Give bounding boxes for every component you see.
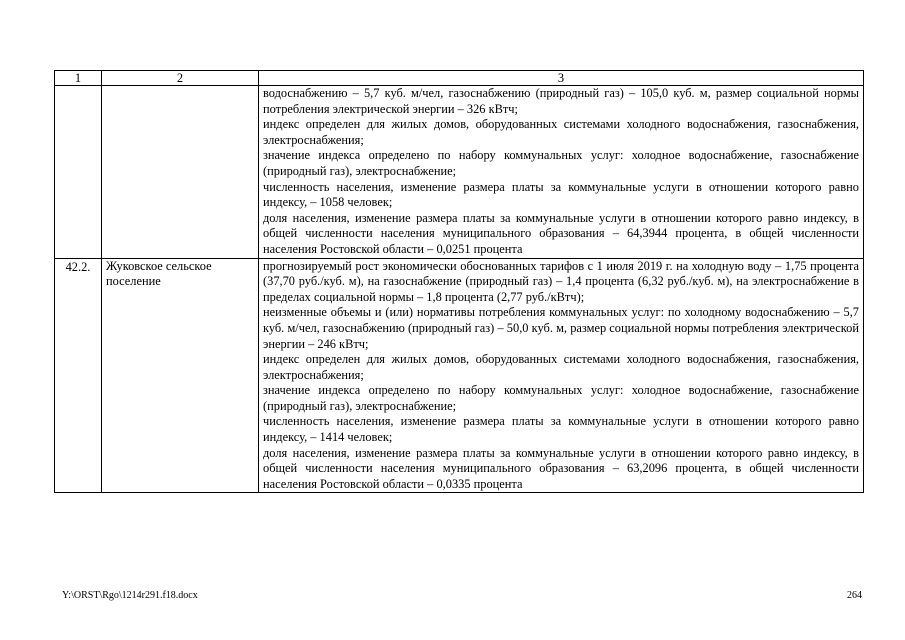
row-number: 42.2. <box>55 258 102 493</box>
paragraph: значение индекса определено по набору коммунальных услуг: холодное водоснабжение, газоснабжение (природный газ), электроснабжение; <box>263 148 859 178</box>
paragraph: прогнозируемый рост экономически обоснованных тарифов с 1 июля 2019 г. на холодную воду – 1,75 процента (37,70 руб./куб. м), на газоснабжение (природный газ) – 1,4 процента (6,32 руб./куб. м), на электроснабжение в пределах социальной нормы – 1,8 процента (2,77 руб./кВтч); <box>263 258 859 304</box>
settlement-name: Жуковское сельское поселение <box>102 258 259 493</box>
description-cell <box>259 86 864 259</box>
paragraph: значение индекса определено по набору коммунальных услуг: холодное водоснабжение, газоснабжение (природный газ), электроснабжение; <box>263 383 859 413</box>
column-header-3: 3 <box>259 71 864 86</box>
description-cell <box>259 258 864 493</box>
paragraph: индекс определен для жилых домов, оборудованных системами холодного водоснабжения, газоснабжения, электроснабжения; <box>263 117 859 147</box>
paragraph: доля населения, изменение размера платы за коммунальные услуги в отношении которого равно индексу, в общей численности населения муниципального образования – 64,3944 процента, в общей численности населения Ростовской области – 0,0251 процента <box>263 210 859 256</box>
paragraph: численность населения, изменение размера платы за коммунальные услуги в отношении которого равно индексу, – 1058 человек; <box>263 179 859 210</box>
paragraph: доля населения, изменение размера платы за коммунальные услуги в отношении которого равно индексу, в общей численности населения муниципального образования – 63,2096 процента, в общей численности населения Ростовской области – 0,0335 процента <box>263 445 859 491</box>
column-header-2: 2 <box>102 71 259 86</box>
paragraph: индекс определен для жилых домов, оборудованных системами холодного водоснабжения, газоснабжения, электроснабжения; <box>263 352 859 382</box>
document-table <box>54 70 864 493</box>
table-row <box>55 86 864 259</box>
column-header-1: 1 <box>55 71 102 86</box>
paragraph: водоснабжению – 5,7 куб. м/чел, газоснабжению (природный газ) – 105,0 куб. м, размер социальной нормы потребления электрической энергии – 326 кВтч; <box>263 86 859 116</box>
row-number <box>55 86 102 259</box>
page-number: 264 <box>847 590 862 601</box>
header-row <box>55 71 864 86</box>
footer-file-path: Y:\ORST\Rgo\1214r291.f18.docx <box>62 590 198 601</box>
paragraph: неизменные объемы и (или) нормативы потребления коммунальных услуг: по холодному водоснабжению – 5,7 куб. м/чел, газоснабжению (природный газ) – 50,0 куб. м, размер социальной нормы потребления электрической энергии – 246 кВтч; <box>263 305 859 351</box>
paragraph: численность населения, изменение размера платы за коммунальные услуги в отношении которого равно индексу, – 1414 человек; <box>263 414 859 445</box>
table-row <box>55 258 864 493</box>
settlement-name <box>102 86 259 259</box>
